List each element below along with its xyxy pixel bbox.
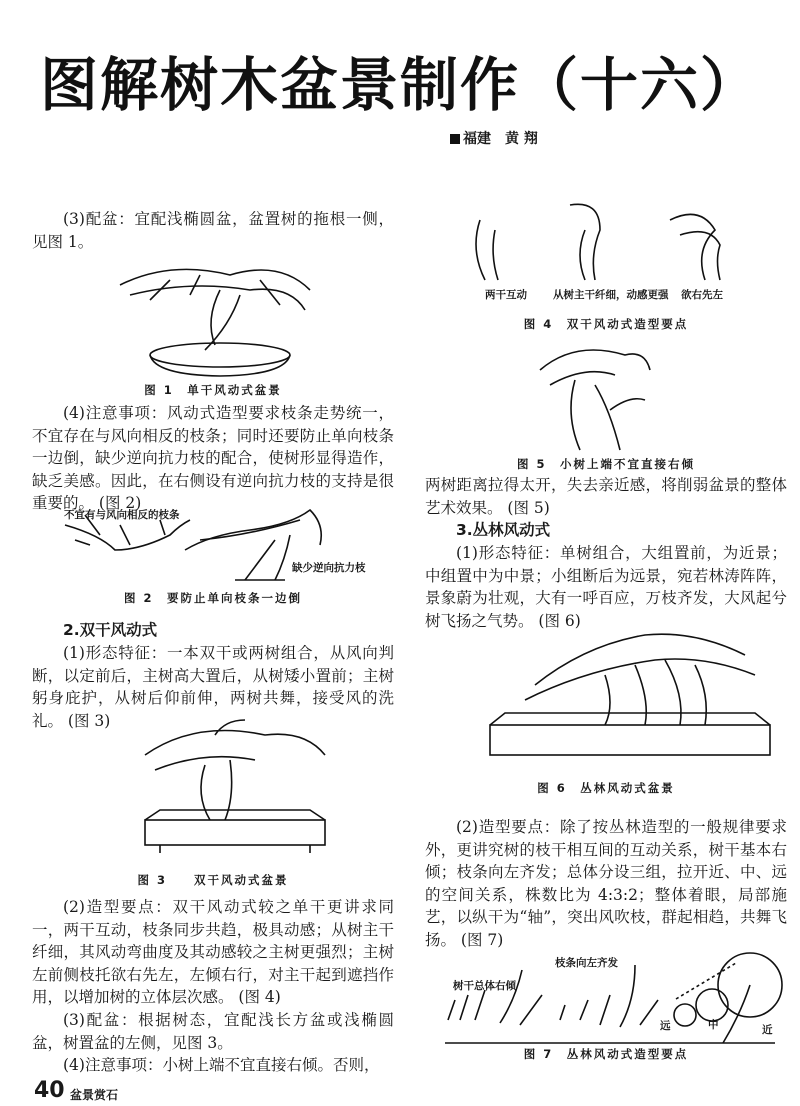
- figure-5-illustration: [535, 340, 655, 455]
- author-byline: [450, 128, 538, 148]
- figure-2-label-right: 缺少逆向抗力枝: [292, 562, 366, 574]
- para-features-double: (1)形态特征：一本双干或两树组合，从风向判断，以定前后，主树高大置后，从树矮小置前；主树躬身庇护，从树后仰前伸，两树共舞，接受风的洗礼。 (图 3): [32, 644, 394, 730]
- figure-3-caption: 图 3 双干风动式盆景: [137, 873, 289, 887]
- figure-7-label-branches: 枝条向左齐发: [555, 957, 618, 969]
- magazine-name: 盆景赏石: [70, 1088, 119, 1102]
- figure-4-label-3: 欲右先左: [681, 289, 723, 301]
- figure-3-illustration: [135, 715, 335, 865]
- section-3-heading: 3.丛林风动式: [456, 521, 551, 539]
- para-points-double: (2)造型要点：双干风动式较之单干更讲求同一，两干互动，枝条同步共趋，极具动感；从树主干纤细，其风动弯曲度及其动感较之主树更强烈；主树左前侧枝托欲右先左，左倾右行，对主干起到遮挡作用，以增加树的立体层次感。 (图 4): [32, 898, 394, 1006]
- figure-1-illustration: [110, 250, 320, 380]
- para-continued: 两树距离拉得太开，失去亲近感，将削弱盆景的整体艺术效果。 (图 5): [425, 476, 787, 517]
- figure-7-label-near: 近: [762, 1024, 773, 1036]
- figure-6-illustration: [485, 625, 775, 765]
- figure-2-caption: 图 2 要防止单向枝条一边倒: [123, 591, 302, 605]
- para-notes-single: (4)注意事项：风动式造型要求枝条走势统一，不宜存在与风向相反的枝条；同时还要防止单向枝条一边倒，缺少逆向抗力枝的配合，使树形显得造作，缺乏美感。因此，在右侧设有逆向抗力枝的支持是很重要的。 (图 2): [32, 404, 394, 512]
- figure-4-caption: 图 4 双干风动式造型要点: [523, 317, 689, 331]
- para-pot-double: (3)配盆：根据树态，宜配浅长方盆或浅椭圆盆，树置盆的左侧，见图 3。: [32, 1011, 394, 1052]
- figure-7-caption: 图 7 丛林风动式造型要点: [523, 1047, 689, 1061]
- page-number: 40: [34, 1078, 65, 1103]
- figure-5-caption: 图 5 小树上端不宜直接右倾: [516, 457, 695, 471]
- author-name: 黄 翔: [505, 131, 538, 147]
- para-notes-double: (4)注意事项：小树上端不宜直接右倾。否则，: [63, 1056, 380, 1074]
- section-2-heading: 2.双干风动式: [63, 621, 158, 639]
- figure-4-label-2: 从树主干纤细，动感更强: [553, 289, 669, 301]
- page-title: 图解树木盆景制作（十六）: [39, 51, 760, 119]
- para-pot-single: (3)配盆：宜配浅椭圆盆，盆置树的拖根一侧，见图 1。: [32, 210, 394, 251]
- figure-1-caption: 图 1 单干风动式盆景: [144, 383, 282, 397]
- figure-7-label-trunks: 树干总体右倾: [453, 980, 516, 992]
- figure-7-label-mid: 中: [708, 1019, 719, 1031]
- figure-4-label-1: 两干互动: [485, 289, 527, 301]
- figure-2-label-left: 不宜有与风向相反的枝条: [64, 509, 180, 521]
- square-bullet-icon: [450, 134, 460, 144]
- figure-4-illustration: [470, 200, 730, 285]
- para-points-forest: (2)造型要点：除了按丛林造型的一般规律要求外，更讲究树的枝干相互间的互动关系，树干基本右倾；枝条向左齐发；总体分设三组，拉开近、中、远的空间关系，株数比为 4:3:2；整体着眼，局部施艺，以纵干为“轴”，突出风吹枝，群起相趋，共舞飞扬。 (图 7): [425, 818, 787, 949]
- figure-6-caption: 图 6 丛林风动式盆景: [537, 781, 675, 795]
- author-region: 福建: [463, 131, 491, 147]
- para-features-forest: (1)形态特征：单树组合，大组置前，为近景；中组置中为中景；小组断后为远景，宛若林涛阵阵，景象蔚为壮观，大有一呼百应，万枝齐发，大风起兮树飞扬之气势。 (图 6): [425, 544, 787, 630]
- figure-7-label-far: 远: [660, 1020, 671, 1032]
